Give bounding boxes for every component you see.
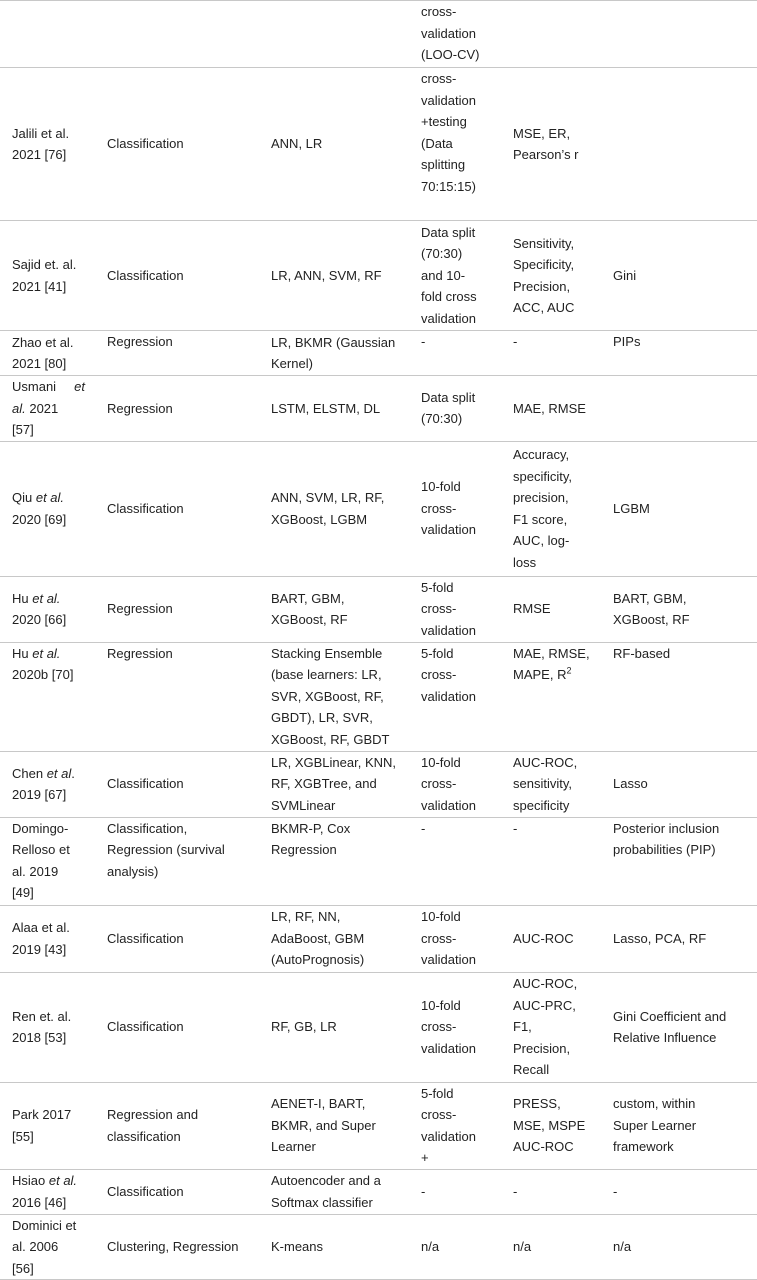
algorithms-text: AENET-I, BART, BKMR, and Super Learner [271, 1096, 376, 1155]
validation-cell [413, 576, 505, 642]
feature-selection-cell [605, 1169, 757, 1214]
validation-cell [413, 376, 505, 442]
table-row [0, 972, 757, 1082]
task-text: Regression and classification [107, 1107, 199, 1144]
validation-text: 5-fold cross- validation [421, 579, 476, 638]
metrics-text: MAE, RMSE [513, 400, 586, 416]
algorithms-text: LR, RF, NN, AdaBoost, GBM (AutoPrognosis) [271, 909, 365, 968]
algorithms-text: Stacking Ensemble (base learners: LR, SVR, XGBoost, RF, GBDT), LR, SVR, XGBoost, RF, GBDT [271, 645, 390, 747]
task-text: Regression [107, 645, 173, 661]
metrics-cell [505, 751, 605, 817]
task-cell [93, 331, 257, 376]
study-cell [0, 376, 93, 442]
validation-cell [413, 1, 505, 68]
task-text: Classification [107, 1183, 184, 1199]
algorithms-cell [257, 1169, 413, 1214]
metrics-text: n/a [513, 1239, 532, 1254]
task-cell [93, 642, 257, 751]
study-cell [0, 905, 93, 972]
task-text: Classification, Regression (survival analysis) [107, 820, 225, 879]
table-row [0, 221, 757, 331]
task-cell [93, 1169, 257, 1214]
study-text: Hsiao et al. 2016 [46] [12, 1173, 78, 1210]
validation-text: - [421, 1183, 426, 1199]
study-cell [0, 817, 93, 905]
algorithms-text: LR, BKMR (Gaussian Kernel) [271, 334, 396, 371]
validation-text: 10-fold cross- validation [421, 754, 476, 813]
table-row [0, 376, 757, 442]
algorithms-cell [257, 751, 413, 817]
study-text: Qiu et al. 2020 [69] [12, 490, 67, 527]
task-text: Clustering, Regression [107, 1239, 239, 1254]
validation-cell [413, 751, 505, 817]
algorithms-cell [257, 221, 413, 331]
metrics-cell [505, 905, 605, 972]
table-row [0, 905, 757, 972]
study-cell [0, 441, 93, 576]
feature-selection-cell [605, 331, 757, 376]
metrics-text: Accuracy, specificity, precision, F1 score, AUC, log- loss [513, 447, 572, 570]
metrics-text: - [513, 1183, 518, 1199]
algorithms-cell [257, 905, 413, 972]
table-row [0, 1, 757, 68]
validation-cell [413, 972, 505, 1082]
study-cell [0, 221, 93, 331]
validation-cell [413, 642, 505, 751]
metrics-text: - [513, 820, 518, 836]
task-cell [93, 1, 257, 68]
task-text: Classification [107, 136, 184, 152]
validation-cell [413, 817, 505, 905]
algorithms-text: ANN, LR [271, 136, 323, 152]
algorithms-cell [257, 972, 413, 1082]
metrics-cell [505, 68, 605, 221]
study-text: Domingo- Relloso et al. 2019 [49] [12, 820, 70, 900]
feature-selection-cell [605, 1214, 757, 1280]
algorithms-cell [257, 68, 413, 221]
metrics-text: MSE, ER, Pearson’s r [513, 125, 579, 162]
feature-selection-cell [605, 751, 757, 817]
algorithms-text: LR, ANN, SVM, RF [271, 267, 382, 283]
feature-selection-cell [605, 1082, 757, 1169]
task-cell [93, 751, 257, 817]
algorithms-cell [257, 642, 413, 751]
feature-selection-cell [605, 376, 757, 442]
study-cell [0, 642, 93, 751]
metrics-text: AUC-ROC [513, 930, 574, 946]
algorithms-text: K-means [271, 1239, 324, 1254]
metrics-cell [505, 1169, 605, 1214]
table-row [0, 817, 757, 905]
algorithms-cell [257, 1082, 413, 1169]
algorithms-text: LR, XGBLinear, KNN, RF, XGBTree, and SVMLinear [271, 754, 396, 813]
feature-selection-text: Gini Coefficient and Relative Influence [613, 1008, 727, 1045]
metrics-cell [505, 1082, 605, 1169]
metrics-cell [505, 972, 605, 1082]
study-cell [0, 576, 93, 642]
feature-selection-text: PIPs [613, 334, 641, 349]
validation-text: 10-fold cross- validation [421, 997, 476, 1056]
task-cell [93, 68, 257, 221]
task-text: Classification [107, 776, 184, 792]
metrics-text: Sensitivity, Specificity, Precision, ACC, AUC [513, 235, 575, 315]
feature-selection-text: n/a [613, 1239, 632, 1254]
metrics-cell [505, 1214, 605, 1280]
feature-selection-cell [605, 221, 757, 331]
study-cell [0, 68, 93, 221]
table-row [0, 642, 757, 751]
metrics-cell [505, 221, 605, 331]
validation-cell [413, 905, 505, 972]
feature-selection-text: Posterior inclusion probabilities (PIP) [613, 820, 720, 857]
validation-text: Data split (70:30) [421, 389, 476, 427]
metrics-text: AUC-ROC, AUC-PRC, F1, Precision, Recall [513, 976, 578, 1078]
metrics-cell [505, 376, 605, 442]
validation-text: 10-fold cross- validation [421, 479, 476, 538]
feature-selection-text: Lasso, PCA, RF [613, 930, 707, 946]
feature-selection-cell [605, 642, 757, 751]
algorithms-cell [257, 441, 413, 576]
task-cell [93, 576, 257, 642]
validation-cell [413, 331, 505, 376]
study-text: Chen et al. 2019 [67] [12, 765, 75, 802]
feature-selection-text: BART, GBM, XGBoost, RF [613, 590, 690, 627]
feature-selection-text: Lasso [613, 776, 648, 792]
table-row [0, 1214, 757, 1280]
study-text: Hu et al. 2020 [66] [12, 590, 67, 627]
metrics-text: RMSE [513, 601, 551, 617]
study-text: Hu et al. 2020b [70] [12, 645, 74, 682]
study-cell [0, 1082, 93, 1169]
task-cell [93, 441, 257, 576]
table-row [0, 68, 757, 221]
algorithms-text: BKMR-P, Cox Regression [271, 820, 351, 857]
task-cell [93, 221, 257, 331]
study-text: Park 2017 [55] [12, 1107, 72, 1144]
metrics-cell [505, 817, 605, 905]
table-row [0, 441, 757, 576]
study-cell [0, 331, 93, 376]
algorithms-cell [257, 1, 413, 68]
task-cell [93, 817, 257, 905]
task-cell [93, 905, 257, 972]
feature-selection-cell [605, 905, 757, 972]
metrics-text: AUC-ROC, sensitivity, specificity [513, 754, 578, 813]
study-cell [0, 972, 93, 1082]
validation-text: n/a [421, 1239, 440, 1254]
algorithms-cell [257, 1214, 413, 1280]
feature-selection-cell [605, 68, 757, 221]
feature-selection-cell [605, 1, 757, 68]
table-row [0, 576, 757, 642]
task-text: Classification [107, 267, 184, 283]
table-row [0, 751, 757, 817]
table-row [0, 1169, 757, 1214]
task-cell [93, 1082, 257, 1169]
metrics-cell [505, 441, 605, 576]
table-row [0, 331, 757, 376]
validation-text: 5-fold cross- validation + [421, 1085, 476, 1165]
feature-selection-cell [605, 817, 757, 905]
validation-cell [413, 1082, 505, 1169]
task-text: Regression [107, 601, 173, 617]
validation-text: cross- validation +testing (Data splitting 70:15:15) [421, 71, 476, 194]
feature-selection-text: - [613, 1183, 618, 1199]
algorithms-text: RF, GB, LR [271, 1019, 337, 1035]
validation-cell [413, 221, 505, 331]
validation-cell [413, 68, 505, 221]
validation-cell [413, 1169, 505, 1214]
validation-text: - [421, 820, 426, 836]
task-cell [93, 1214, 257, 1280]
algorithms-text: Autoencoder and a Softmax classifier [271, 1173, 381, 1210]
study-text: Zhao et al. 2021 [80] [12, 334, 74, 371]
study-text: Dominici et al. 2006 [56] [12, 1217, 77, 1276]
validation-text: Data split (70:30) and 10- fold cross validation [421, 224, 477, 326]
feature-selection-cell [605, 576, 757, 642]
feature-selection-text: LGBM [613, 500, 650, 516]
study-text: Ren et. al. 2018 [53] [12, 1008, 72, 1045]
metrics-cell [505, 1, 605, 68]
task-text: Classification [107, 1019, 184, 1035]
feature-selection-text: RF-based [613, 645, 671, 661]
task-cell [93, 376, 257, 442]
study-cell [0, 751, 93, 817]
feature-selection-cell [605, 972, 757, 1082]
validation-cell [413, 441, 505, 576]
task-text: Classification [107, 930, 184, 946]
algorithms-cell [257, 576, 413, 642]
algorithms-cell [257, 817, 413, 905]
study-cell [0, 1169, 93, 1214]
algorithms-text: LSTM, ELSTM, DL [271, 400, 381, 416]
feature-selection-text: custom, within Super Learner framework [613, 1096, 697, 1155]
algorithms-cell [257, 376, 413, 442]
task-cell [93, 972, 257, 1082]
validation-text: - [421, 334, 426, 349]
algorithms-text: BART, GBM, XGBoost, RF [271, 590, 348, 627]
metrics-cell [505, 642, 605, 751]
validation-text: 10-fold cross- validation [421, 909, 476, 968]
metrics-cell [505, 331, 605, 376]
algorithms-text: ANN, SVM, LR, RF, XGBoost, LGBM [271, 490, 385, 527]
study-text: Jalili et al. 2021 [76] [12, 125, 70, 162]
task-text: Regression [107, 400, 173, 416]
validation-text: 5-fold cross- validation [421, 645, 476, 704]
validation-cell [413, 1214, 505, 1280]
validation-text: cross- validation (LOO-CV) [421, 4, 480, 62]
metrics-text: PRESS, MSE, MSPE AUC-ROC [513, 1096, 586, 1155]
task-text: Classification [107, 500, 184, 516]
table-row [0, 1082, 757, 1169]
metrics-text: - [513, 334, 518, 349]
study-text: Alaa et al. 2019 [43] [12, 920, 70, 957]
algorithms-cell [257, 331, 413, 376]
feature-selection-text: Gini [613, 267, 637, 283]
study-text: Usmani et al. 2021 [57] [12, 379, 85, 437]
task-text: Regression [107, 334, 173, 349]
study-cell [0, 1214, 93, 1280]
study-text: Sajid et. al. 2021 [41] [12, 257, 77, 294]
metrics-text: MAE, RMSE, MAPE, $R^2$ [513, 645, 590, 682]
metrics-cell [505, 576, 605, 642]
study-cell [0, 1, 93, 68]
feature-selection-cell [605, 441, 757, 576]
